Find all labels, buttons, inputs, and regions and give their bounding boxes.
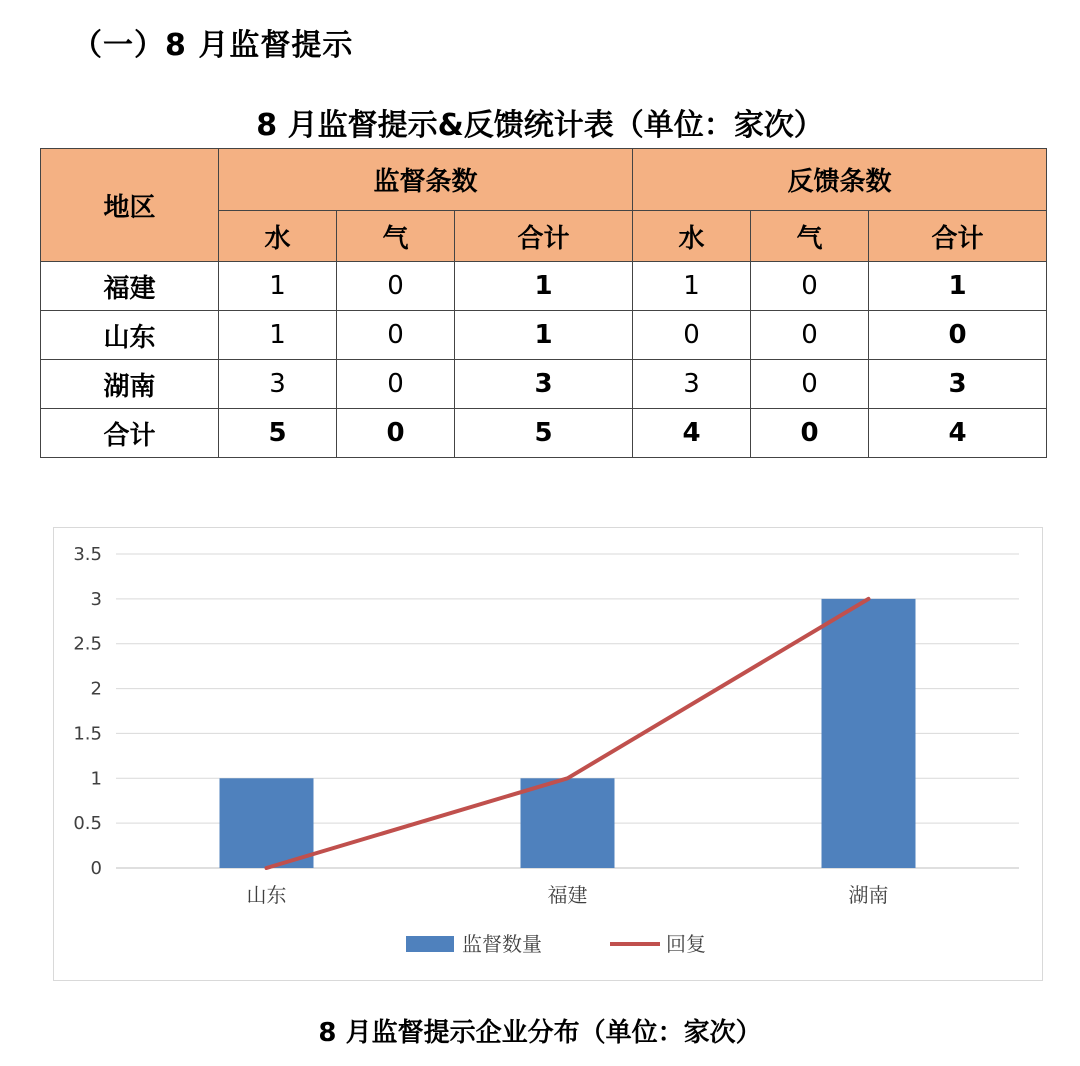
region-cell: 福建 (41, 262, 219, 311)
table-cell: 5 (219, 409, 337, 458)
subheader-cell: 合计 (869, 211, 1047, 262)
table-cell: 0 (337, 409, 455, 458)
table-cell: 0 (751, 311, 869, 360)
table-cell: 1 (455, 262, 633, 311)
region-cell: 合计 (41, 409, 219, 458)
table-cell: 3 (455, 360, 633, 409)
bar (822, 599, 916, 868)
table-cell: 0 (751, 262, 869, 311)
header-feedback-group: 反馈条数 (633, 149, 1047, 211)
table-cell: 0 (337, 311, 455, 360)
distribution-chart (54, 528, 1044, 982)
chart-frame (53, 527, 1043, 981)
y-tick-label: 1 (90, 768, 102, 790)
section-heading: （一）8 月监督提示 (72, 28, 354, 63)
x-tick-label: 山东 (246, 883, 287, 907)
y-tick-label: 3.5 (73, 544, 102, 565)
subheader-cell: 合计 (455, 211, 633, 262)
legend-swatch-bar (406, 936, 454, 952)
y-tick-label: 2.5 (73, 633, 102, 655)
table-row (41, 262, 1047, 311)
subheader-cell: 气 (337, 211, 455, 262)
table-cell: 3 (633, 360, 751, 409)
y-tick-label: 2 (90, 678, 102, 700)
chart-caption: 8 月监督提示企业分布（单位：家次） (318, 1018, 762, 1048)
table-header-row (41, 149, 1047, 211)
table-cell: 0 (751, 360, 869, 409)
table-cell: 1 (219, 262, 337, 311)
header-supervision-group: 监督条数 (219, 149, 633, 211)
table-cell: 3 (219, 360, 337, 409)
table-cell: 4 (869, 409, 1047, 458)
legend-label: 监督数量 (462, 932, 542, 956)
table-row (41, 360, 1047, 409)
table-cell: 0 (337, 360, 455, 409)
bar (220, 778, 314, 868)
subheader-cell: 水 (633, 211, 751, 262)
y-tick-label: 1.5 (73, 723, 102, 745)
table-cell: 0 (869, 311, 1047, 360)
statistics-table (40, 148, 1047, 458)
subheader-cell: 气 (751, 211, 869, 262)
table-cell: 4 (633, 409, 751, 458)
x-tick-label: 湖南 (848, 883, 889, 907)
bar (521, 778, 615, 868)
table-cell: 1 (455, 311, 633, 360)
table-cell: 0 (337, 262, 455, 311)
table-total-row (41, 409, 1047, 458)
y-tick-label: 0 (90, 858, 102, 879)
table-row (41, 311, 1047, 360)
x-tick-label: 福建 (547, 883, 588, 907)
region-cell: 湖南 (41, 360, 219, 409)
legend-label: 回复 (666, 932, 706, 956)
y-tick-label: 3 (90, 588, 102, 610)
table-cell: 0 (751, 409, 869, 458)
table-cell: 1 (219, 311, 337, 360)
table-caption: 8 月监督提示&反馈统计表（单位：家次） (256, 108, 824, 143)
table-cell: 5 (455, 409, 633, 458)
table-cell: 0 (633, 311, 751, 360)
table-cell: 3 (869, 360, 1047, 409)
table-cell: 1 (633, 262, 751, 311)
y-tick-label: 0.5 (73, 813, 102, 835)
header-region: 地区 (41, 149, 219, 262)
table-cell: 1 (869, 262, 1047, 311)
region-cell: 山东 (41, 311, 219, 360)
subheader-cell: 水 (219, 211, 337, 262)
